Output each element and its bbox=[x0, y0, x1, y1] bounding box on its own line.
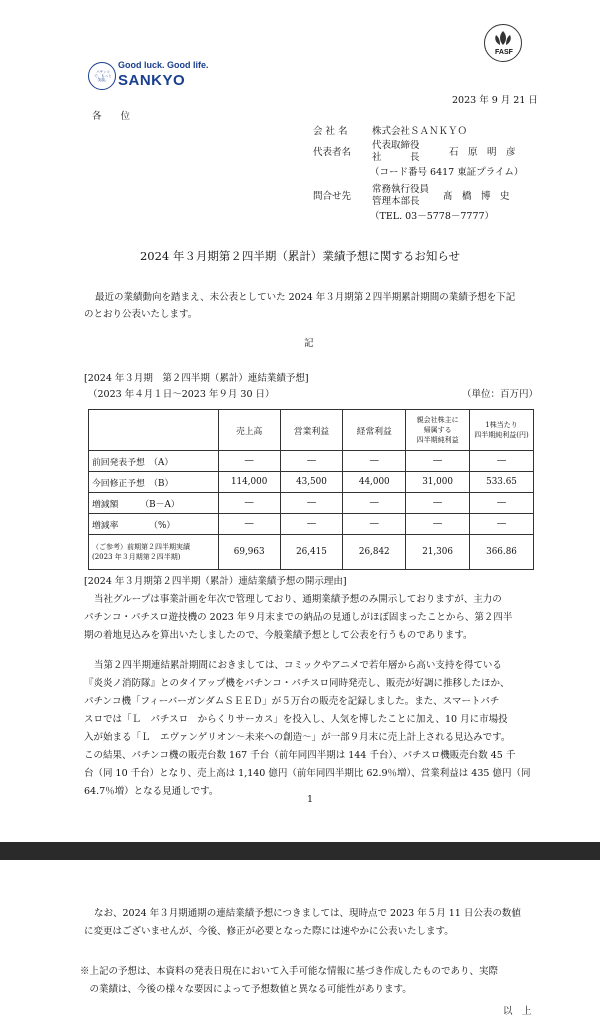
table-row bbox=[89, 493, 534, 514]
cell-value: 21,306 bbox=[406, 535, 470, 570]
table-header-row bbox=[89, 410, 534, 451]
rep-title-1: 代表取締役 bbox=[372, 140, 420, 151]
cell-value: ― bbox=[280, 451, 343, 472]
cell-value: ― bbox=[470, 451, 534, 472]
reason-p2-line: 当第２四半期連結累計期間におきましては、コミックやアニメで若年層から高い支持を得ている bbox=[94, 660, 502, 671]
cell-value: ― bbox=[218, 493, 280, 514]
company-name: 株式会社ＳＡＮＫＹＯ bbox=[372, 126, 468, 137]
ref-row-label-line-2: (2023 年３月期第２四半期) bbox=[92, 553, 181, 561]
cell-value: 69,963 bbox=[218, 535, 280, 570]
col-header-net-income-line-1: 親会社株主に bbox=[416, 416, 459, 424]
row-label: 前回発表予想 （A） bbox=[89, 451, 219, 472]
ref-row-label bbox=[89, 535, 219, 570]
cell-value: 26,415 bbox=[280, 535, 343, 570]
table-period: （2023 年４月１日～2023 年９月 30 日） bbox=[88, 389, 275, 400]
page2-line: なお、2024 年３月期通期の連結業績予想につきましては、現時点で 2023 年５月 11 日公表の数値 bbox=[94, 908, 521, 919]
cell-value: ― bbox=[406, 493, 470, 514]
reason-p2-line: 64.7％増）となる見通しです。 bbox=[84, 786, 219, 797]
cell-value: ― bbox=[343, 451, 406, 472]
cell-value: ― bbox=[280, 514, 343, 535]
contact-label: 問合せ先 bbox=[313, 191, 352, 202]
contact-tel: （TEL. 03－5778－7777） bbox=[370, 211, 495, 222]
col-header-sales: 売上高 bbox=[218, 410, 280, 451]
page2-paragraph bbox=[84, 905, 534, 941]
logo-slogan: Good luck. Good life. bbox=[118, 60, 209, 70]
cell-value: ― bbox=[280, 493, 343, 514]
reason-p2-line: スロでは「Ｌ パチスロ からくりサーカス」を投入し、人気を博したことに加え、10 月に市場投 bbox=[84, 714, 508, 725]
page2-line: に変更はございませんが、今後、修正が必要となった際には速やかに公表いたします。 bbox=[84, 926, 454, 937]
cell-value: ― bbox=[406, 451, 470, 472]
cell-value: 533.65 bbox=[470, 472, 534, 493]
release-date: 2023 年 9 月 21 日 bbox=[452, 95, 538, 106]
col-header-net-income-line-3: 四半期純利益 bbox=[416, 436, 459, 444]
cell-value: 366.86 bbox=[470, 535, 534, 570]
end-mark: 以 上 bbox=[503, 1006, 532, 1017]
reason-p1-line: 当社グループは事業計画を年次で管理しており、通期業績予想のみ開示しておりますが、主力の bbox=[94, 594, 502, 605]
table-unit: （単位：百万円） bbox=[462, 389, 539, 400]
cell-value: 43,500 bbox=[280, 472, 343, 493]
row-label: 増減率 （%） bbox=[89, 514, 219, 535]
table-heading: [2024 年３月期 第２四半期（累計）連結業績予想] bbox=[84, 373, 309, 384]
stock-code: （コード番号 6417 東証プライム） bbox=[370, 167, 524, 178]
reason-paragraph-1 bbox=[84, 591, 534, 645]
cell-value: 31,000 bbox=[406, 472, 470, 493]
contact-name: 髙 橋 博 史 bbox=[443, 191, 510, 202]
circle-logo-text: パチンコで、もっと笑顔。 bbox=[94, 70, 112, 82]
table-row bbox=[89, 451, 534, 472]
cell-value: ― bbox=[470, 493, 534, 514]
col-header-eps-line-2: 四半期純利益(円) bbox=[474, 431, 529, 439]
fasf-seal bbox=[484, 24, 522, 62]
page-number: 1 bbox=[307, 794, 314, 805]
disclaimer-line: の業績は、今後の様々な要因によって予想数値と異なる可能性があります。 bbox=[80, 984, 412, 995]
reason-p2-line: 入が始まる「Ｌ エヴァンゲリオン～未来への創造～」が一部９月末に売上計上される見込みです。 bbox=[84, 732, 511, 743]
addressee: 各 位 bbox=[92, 111, 131, 122]
contact-title-2: 管理本部長 bbox=[372, 196, 420, 207]
reason-p2-line: この結果、パチンコ機の販売台数 167 千台（前年同四半期は 144 千台）、パチスロ機販売台数 45 千 bbox=[84, 750, 516, 761]
col-header-operating-income: 営業利益 bbox=[280, 410, 343, 451]
header-blank bbox=[89, 410, 219, 451]
table-row bbox=[89, 514, 534, 535]
document-title: 2024 年３月期第２四半期（累計）業績予想に関するお知らせ bbox=[139, 249, 461, 263]
ref-row-label-line-1: （ご参考）前期第２四半期実績 bbox=[92, 543, 190, 551]
cell-value: ― bbox=[406, 514, 470, 535]
cell-value: 26,842 bbox=[343, 535, 406, 570]
col-header-net-income-line-2: 帰属する bbox=[423, 426, 452, 434]
intro-line-2: のとおり公表いたします。 bbox=[84, 309, 198, 320]
reason-p2-line: パチンコ機「フィーバーガンダムＳＥＥＤ」が５万台の販売を記録しました。また、スマートパチ bbox=[84, 696, 500, 707]
fasf-label: FASF bbox=[495, 49, 513, 56]
page-separator bbox=[0, 842, 600, 860]
forecast-table bbox=[88, 409, 534, 570]
col-header-ordinary-income: 経常利益 bbox=[343, 410, 406, 451]
table-row bbox=[89, 472, 534, 493]
reason-p2-line: 台（同 10 千台）となり、売上高は 1,140 億円（前年同四半期比 62.9％増）、営業利益は 435 億円（同 bbox=[84, 768, 531, 779]
cell-value: ― bbox=[218, 514, 280, 535]
cell-value: ― bbox=[470, 514, 534, 535]
reason-p1-line: 期の着地見込みを算出いたしましたので、今般業績予想として公表を行うものであります。 bbox=[84, 630, 473, 641]
table-row-reference bbox=[89, 535, 534, 570]
contact-title-1: 常務執行役員 bbox=[372, 184, 430, 195]
row-label: 増減額 （B－A） bbox=[89, 493, 219, 514]
col-header-eps bbox=[470, 410, 534, 451]
cell-value: 114,000 bbox=[218, 472, 280, 493]
rep-title-2: 社 長 bbox=[372, 152, 420, 163]
cell-value: ― bbox=[343, 514, 406, 535]
col-header-net-income bbox=[406, 410, 470, 451]
ki-mark: 記 bbox=[304, 338, 314, 349]
reason-p2-line: 『炎炎ノ消防隊』とのタイアップ機をパチンコ・パチスロ同時発売し、販売が好調に推移したほか、 bbox=[84, 678, 510, 689]
reason-paragraph-2 bbox=[84, 657, 534, 801]
col-header-eps-line-1: 1株当たり bbox=[485, 421, 518, 429]
sankyo-circle-logo bbox=[88, 62, 116, 90]
reason-p1-line: パチンコ・パチスロ遊技機の 2023 年９月末までの納品の見通しがほぼ固まったことから、第２四半 bbox=[84, 612, 513, 623]
disclaimer-note bbox=[80, 963, 530, 999]
cell-value: 44,000 bbox=[343, 472, 406, 493]
reason-heading: [2024 年３月期第２四半期（累計）連結業績予想の開示理由] bbox=[84, 576, 347, 587]
disclaimer-line: ※上記の予想は、本資料の発表日現在において入手可能な情報に基づき作成したものであり、実際 bbox=[80, 966, 499, 977]
logo-brand: SANKYO bbox=[118, 72, 186, 89]
intro-line-1: 最近の業績動向を踏まえ、未公表としていた 2024 年３月期第２四半期累計期間の業績予想を下記 bbox=[95, 292, 516, 303]
cell-value: ― bbox=[343, 493, 406, 514]
company-label: 会 社 名 bbox=[313, 126, 348, 137]
rep-label: 代表者名 bbox=[313, 147, 352, 158]
cell-value: ― bbox=[218, 451, 280, 472]
rep-name: 石 原 明 彦 bbox=[449, 147, 516, 158]
row-label: 今回修正予想 （B） bbox=[89, 472, 219, 493]
